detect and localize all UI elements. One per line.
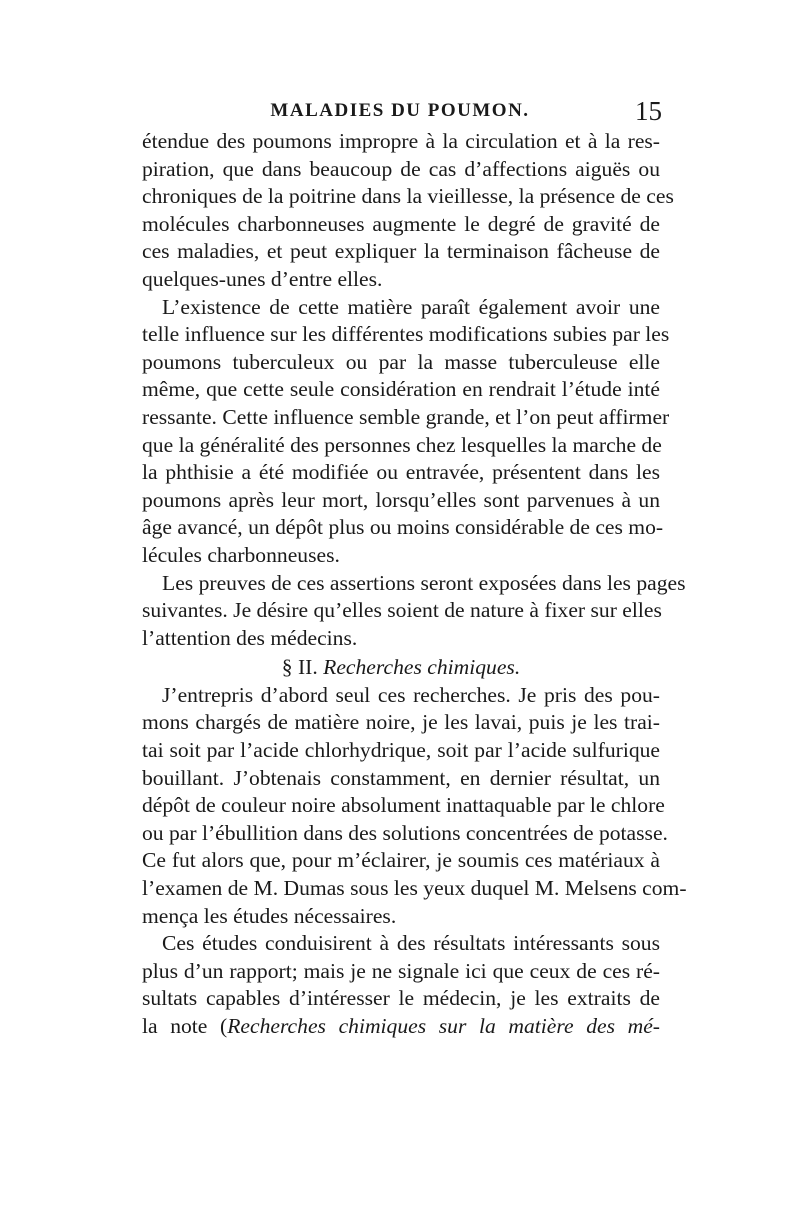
note-prefix: la note (	[142, 1014, 228, 1038]
text-line: tai soit par l’acide chlorhydrique, soit par l’acide sulfurique	[142, 738, 660, 763]
page-number: 15	[635, 96, 662, 126]
text-line: mença les études nécessaires.	[142, 903, 397, 928]
text-line: J’entrepris d’abord seul ces recherches. Je pris des pou-	[162, 682, 660, 707]
body-text	[142, 128, 687, 1041]
paragraph-5	[142, 930, 660, 1040]
text-line: Les preuves de ces assertions seront exposées dans les pages	[162, 570, 686, 595]
note-title: Recherches chimiques sur la matière des mé-	[227, 1014, 660, 1038]
text-line: piration, que dans beaucoup de cas d’affections aiguës ou	[142, 156, 660, 181]
text-line: ou par l’ébullition dans des solutions concentrées de potasse.	[142, 820, 668, 845]
section-title: Recherches chimiques.	[323, 655, 521, 680]
text-line: quelques-unes d’entre elles.	[142, 266, 383, 291]
paragraph-2	[142, 294, 670, 570]
paragraph-4	[142, 682, 687, 930]
text-line: telle influence sur les différentes modifications subies par les	[142, 322, 670, 347]
running-title: MALADIES DU POUMON.	[270, 100, 530, 121]
text-line: poumons tuberculeux ou par la masse tuberculeuse elle	[142, 349, 660, 374]
text-line: plus d’un rapport; mais je ne signale ici que ceux de ces ré-	[142, 958, 660, 983]
section-heading	[142, 652, 660, 682]
text-line: étendue des poumons impropre à la circulation et à la res-	[142, 129, 660, 153]
text-line	[142, 1013, 660, 1041]
text-line: ces maladies, et peut expliquer la terminaison fâcheuse de	[142, 239, 660, 264]
section-number: § II.	[281, 655, 318, 680]
text-line: molécules charbonneuses augmente le degré de gravité de	[142, 211, 660, 236]
text-line: ressante. Cette influence semble grande, et l’on peut affirmer	[142, 404, 670, 429]
text-line: lécules charbonneuses.	[142, 542, 340, 567]
text-line: la phthisie a été modifiée ou entravée, présentent dans les	[142, 460, 660, 485]
text-line: dépôt de couleur noire absolument inattaquable par le chlore	[142, 793, 665, 818]
text-line: âge avancé, un dépôt plus ou moins considérable de ces mo-	[142, 515, 664, 540]
paragraph-1	[142, 128, 674, 294]
text-line: poumons après leur mort, lorsqu’elles sont parvenues à un	[142, 487, 660, 512]
text-line: chroniques de la poitrine dans la vieillesse, la présence de ces	[142, 184, 674, 209]
text-line: L’existence de cette matière paraît également avoir une	[162, 294, 660, 319]
text-line: l’examen de M. Dumas sous les yeux duquel M. Melsens com-	[142, 876, 687, 901]
text-line: Ces études conduisirent à des résultats intéressants sous	[162, 931, 660, 956]
text-line: même, que cette seule considération en rendrait l’étude inté	[142, 377, 660, 402]
running-head	[140, 96, 660, 126]
text-line: Ce fut alors que, pour m’éclairer, je soumis ces matériaux à	[142, 848, 660, 873]
text-line: sultats capables d’intéresser le médecin, je les extraits de	[142, 986, 660, 1011]
text-line: bouillant. J’obtenais constamment, en dernier résultat, un	[142, 765, 660, 790]
text-line: mons chargés de matière noire, je les lavai, puis je les trai-	[142, 710, 660, 735]
text-line: l’attention des médecins.	[142, 625, 358, 650]
text-line: suivantes. Je désire qu’elles soient de nature à fixer sur elles	[142, 598, 662, 623]
paragraph-3	[142, 570, 686, 653]
text-line: que la généralité des personnes chez lesquelles la marche de	[142, 432, 662, 457]
